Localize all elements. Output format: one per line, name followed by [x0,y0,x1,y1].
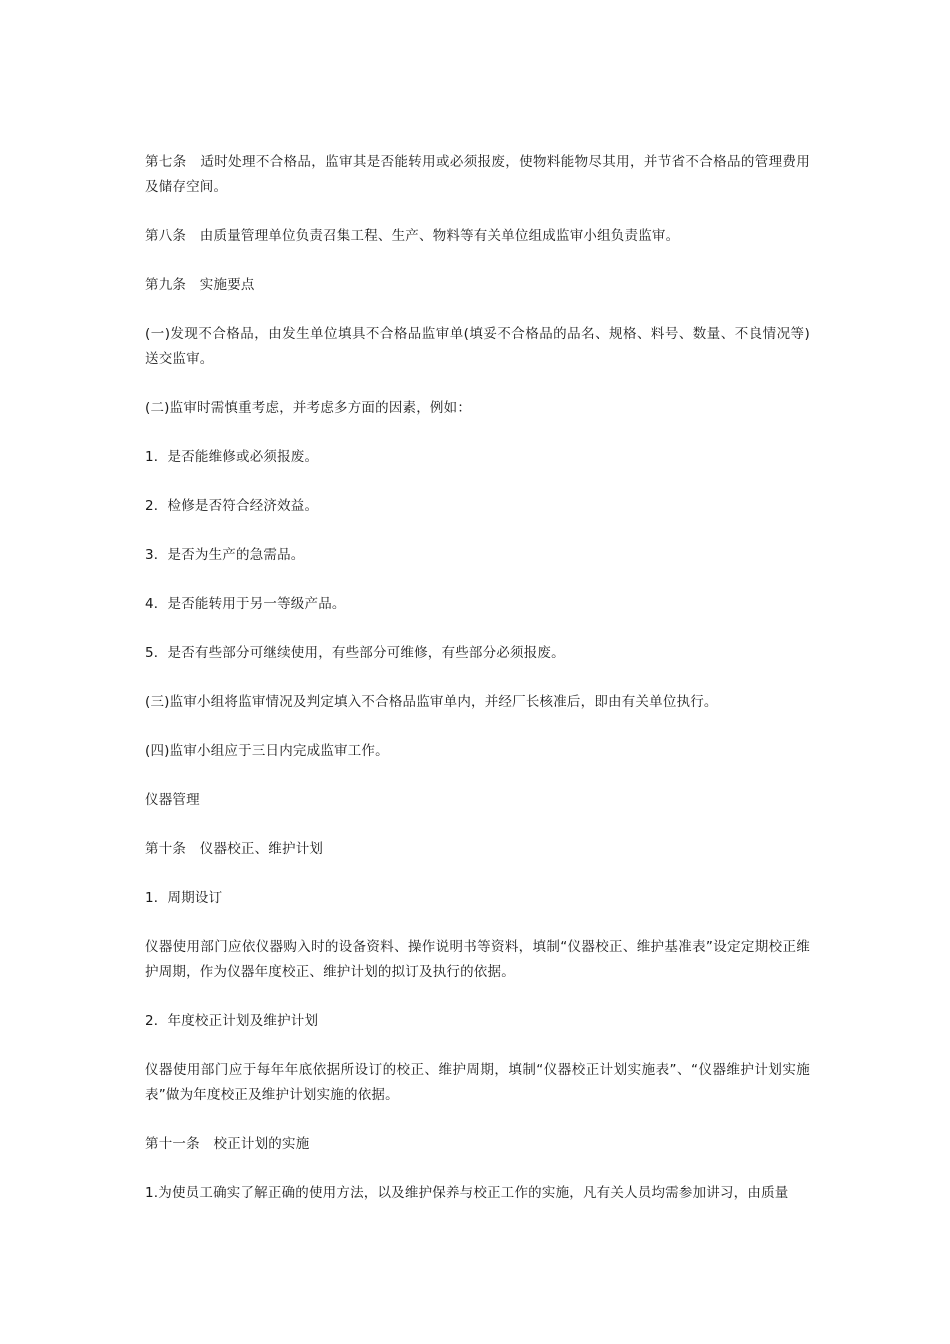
factor-4: 4．是否能转用于另一等级产品。 [145,596,346,612]
factor-2: 2．检修是否符合经济效益。 [145,498,319,514]
factor-5: 5．是否有些部分可继续使用，有些部分可维修，有些部分必须报废。 [145,645,565,661]
item-1: (一)发现不合格品，由发生单位填具不合格品监审单(填妥不合格品的品名、规格、料号、数量、不良情况等)送交监审。 [145,326,810,367]
document-body [145,150,810,1206]
article-11-item-1: 1.为使员工确实了解正确的使用方法，以及维护保养与校正工作的实施，凡有关人员均需参加讲习，由质量 [145,1185,789,1201]
section-heading-instrument-management: 仪器管理 [145,792,200,808]
factor-1: 1．是否能维修或必须报废。 [145,449,319,465]
annual-plan-text: 仪器使用部门应于每年年底依据所设订的校正、维护周期，填制“仪器校正计划实施表”、“仪器维护计划实施表”做为年度校正及维护计划实施的依据。 [145,1062,810,1103]
article-11-heading: 第十一条 校正计划的实施 [145,1136,310,1152]
article-8: 第八条 由质量管理单位负责召集工程、生产、物料等有关单位组成监审小组负责监审。 [145,228,680,244]
subheading-annual-plan: 2．年度校正计划及维护计划 [145,1013,319,1029]
item-2: (二)监审时需慎重考虑，并考虑多方面的因素，例如： [145,400,472,416]
article-9-heading: 第九条 实施要点 [145,277,255,293]
subheading-cycle-setting: 1．周期设订 [145,890,223,906]
item-3: (三)监审小组将监审情况及判定填入不合格品监审单内，并经厂长核准后，即由有关单位执行。 [145,694,718,710]
article-10-heading: 第十条 仪器校正、维护计划 [145,841,324,857]
article-7: 第七条 适时处理不合格品，监审其是否能转用或必须报废，使物料能物尽其用，并节省不合格品的管理费用及储存空间。 [145,154,810,195]
factor-3: 3．是否为生产的急需品。 [145,547,305,563]
item-4: (四)监审小组应于三日内完成监审工作。 [145,743,389,759]
cycle-setting-text: 仪器使用部门应依仪器购入时的设备资料、操作说明书等资料，填制“仪器校正、维护基准表”设定定期校正维护周期，作为仪器年度校正、维护计划的拟订及执行的依据。 [145,939,810,980]
